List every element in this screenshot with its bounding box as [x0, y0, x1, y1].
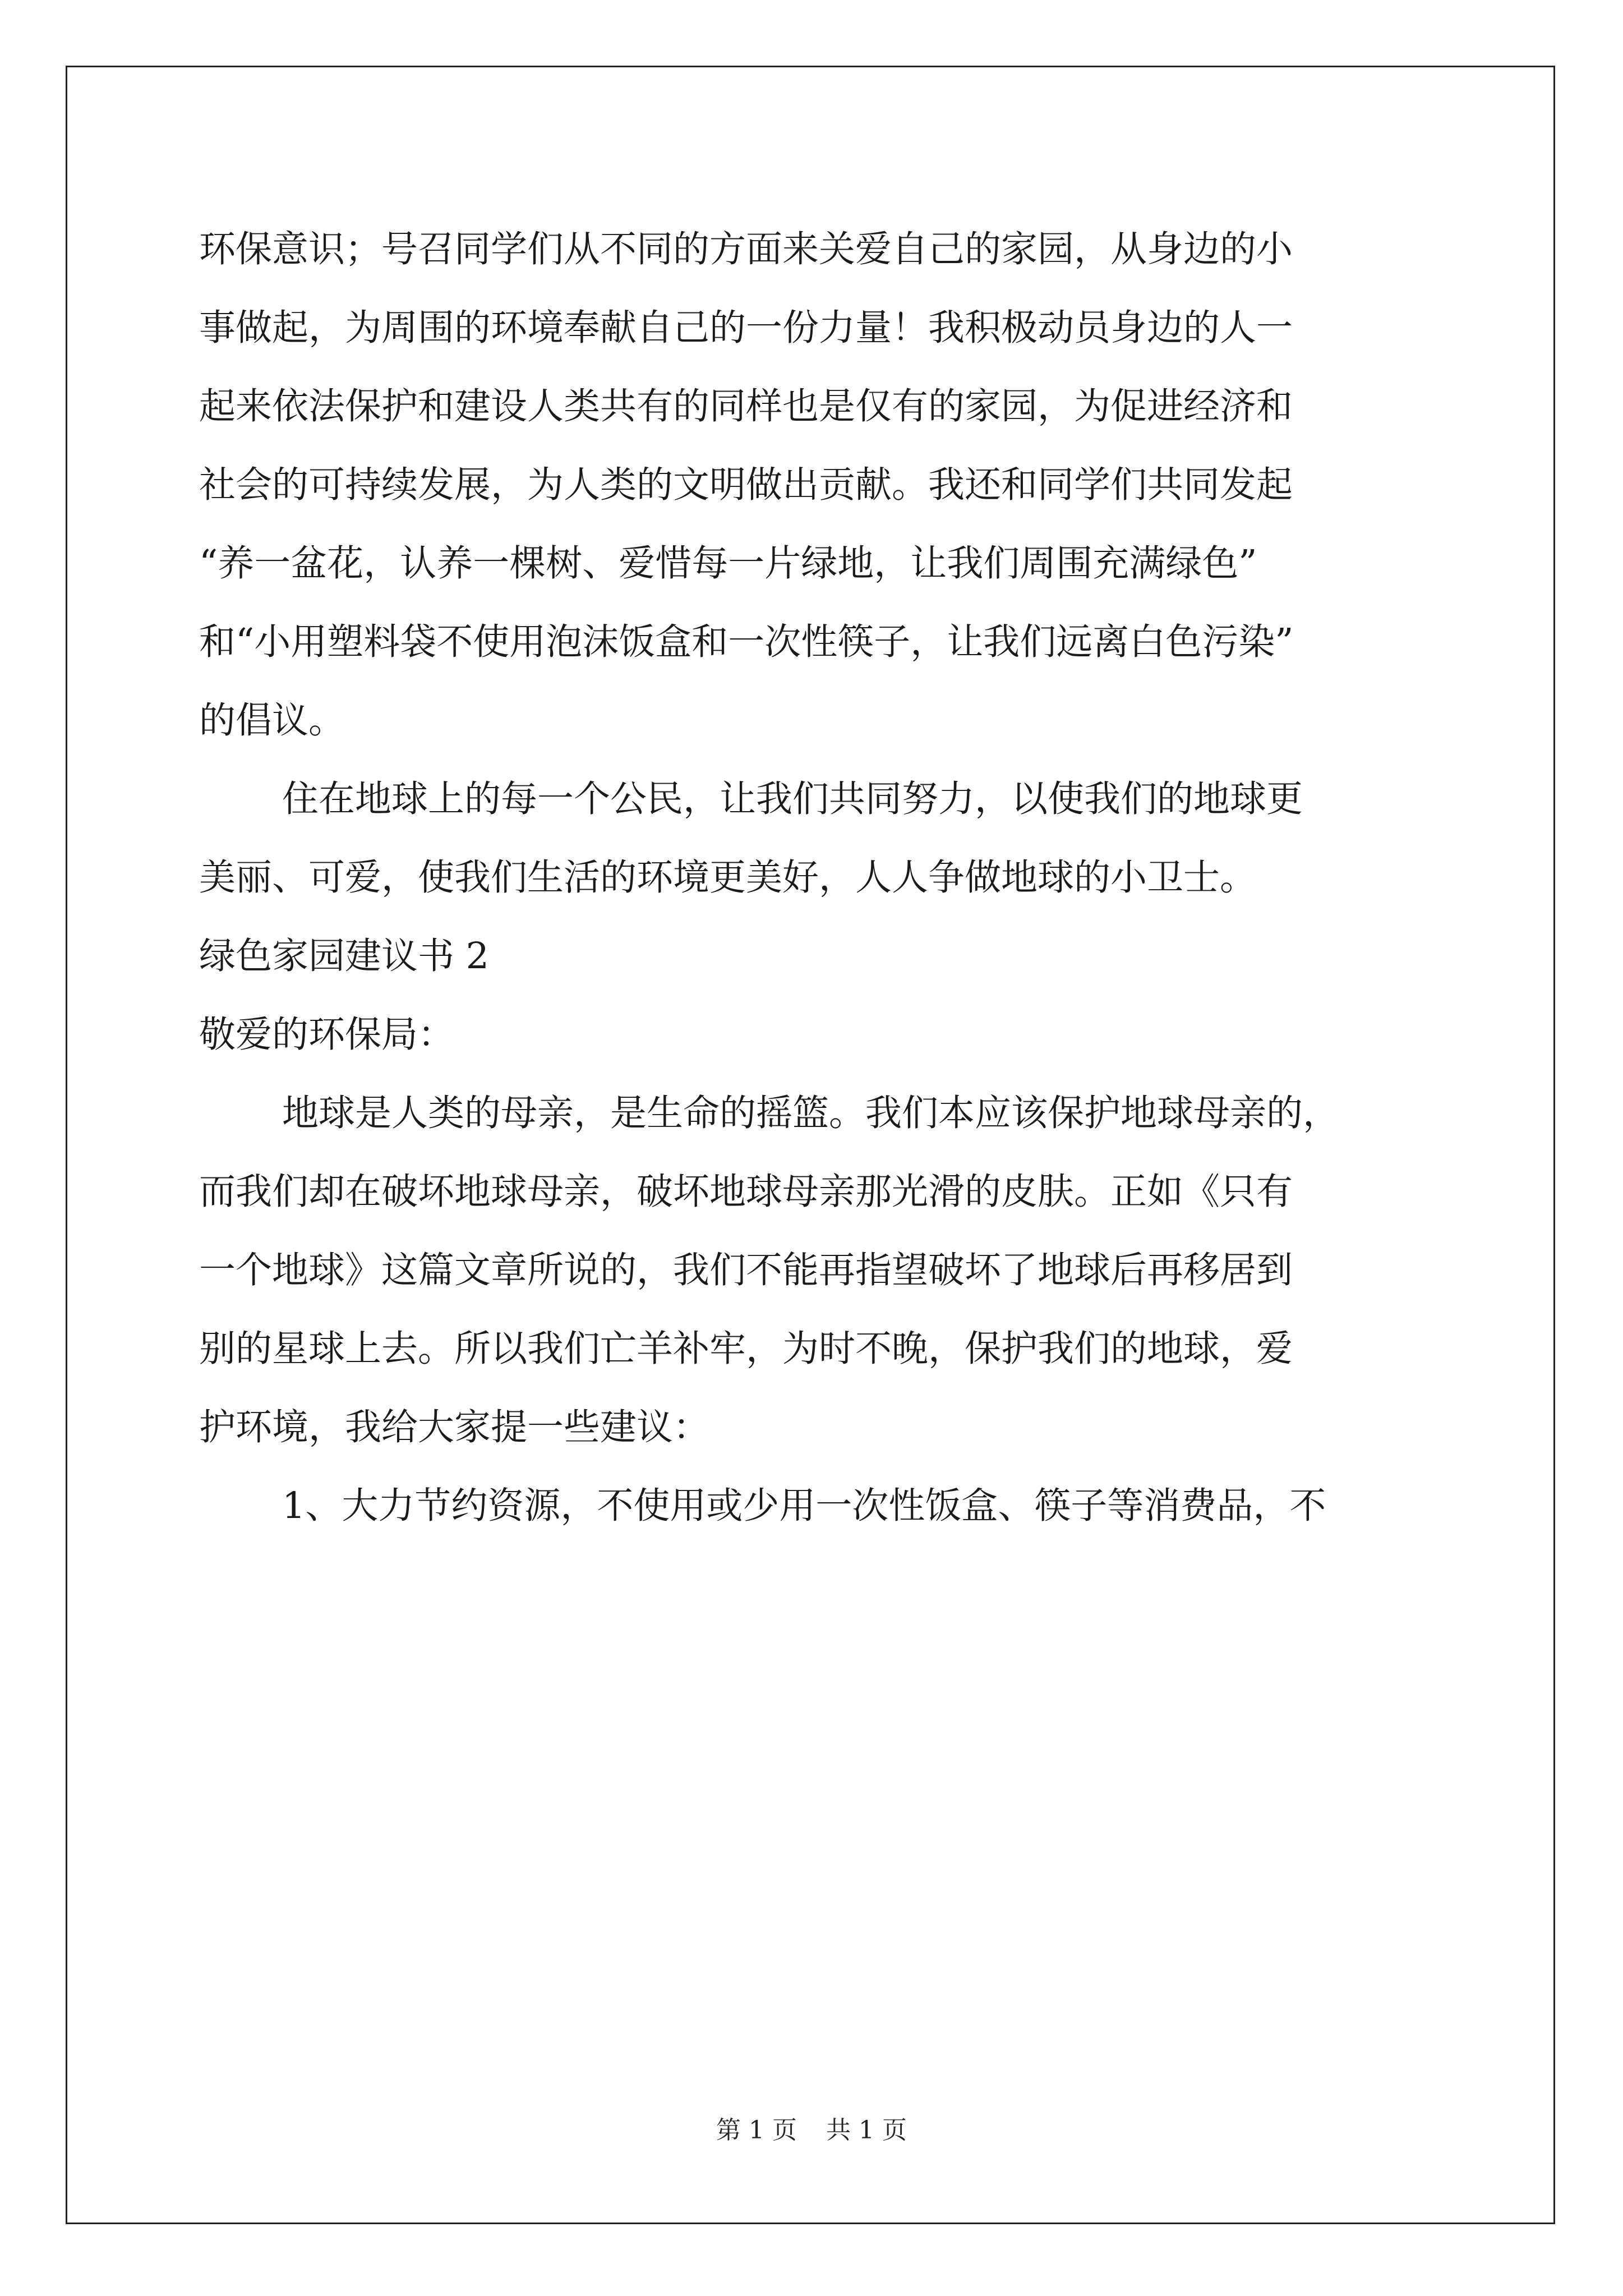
text-line: 住在地球上的每一个公民，让我们共同努力，以使我们的地球更	[282, 778, 1303, 820]
page-number: 第 1 页	[716, 2116, 797, 2145]
text-line: 护环境，我给大家提一些建议：	[199, 1406, 710, 1448]
page-footer	[0, 2114, 1623, 2147]
text-line: 环保意识；号召同学们从不同的方面来关爱自己的家园，从身边的小	[199, 228, 1293, 270]
text-line: 起来依法保护和建设人类共有的同样也是仅有的家园，为促进经济和	[199, 385, 1293, 427]
text-line: 美丽、可爱，使我们生活的环境更美好，人人争做地球的小卫士。	[199, 857, 1257, 899]
text-line: 的倡议。	[199, 700, 345, 742]
section-title: 绿色家园建议书 2	[199, 935, 490, 977]
text-line: 事做起，为周围的环境奉献自己的一份力量！我积极动员身边的人一	[199, 307, 1293, 349]
text-line: 一个地球》这篇文章所说的，我们不能再指望破坏了地球后再移居到	[199, 1249, 1293, 1291]
text-line: “养一盆花，认养一棵树、爱惜每一片绿地，让我们周围充满绿色”	[199, 542, 1257, 585]
salutation: 敬爱的环保局：	[199, 1014, 455, 1056]
text-line: 1、大力节约资源，不使用或少用一次性饭盒、筷子等消费品，不	[282, 1485, 1326, 1527]
text-line: 地球是人类的母亲，是生命的摇篮。我们本应该保护地球母亲的，	[282, 1092, 1340, 1134]
text-line: 和“小用塑料袋不使用泡沫饭盒和一次性筷子，让我们远离白色污染”	[199, 621, 1294, 663]
document-body	[199, 210, 1450, 1545]
text-line: 社会的可持续发展，为人类的文明做出贡献。我还和同学们共同发起	[199, 464, 1293, 506]
page-total: 共 1 页	[826, 2116, 907, 2145]
text-line: 而我们却在破坏地球母亲，破坏地球母亲那光滑的皮肤。正如《只有	[199, 1171, 1293, 1213]
text-line: 别的星球上去。所以我们亡羊补牢，为时不晚，保护我们的地球，爱	[199, 1328, 1293, 1370]
